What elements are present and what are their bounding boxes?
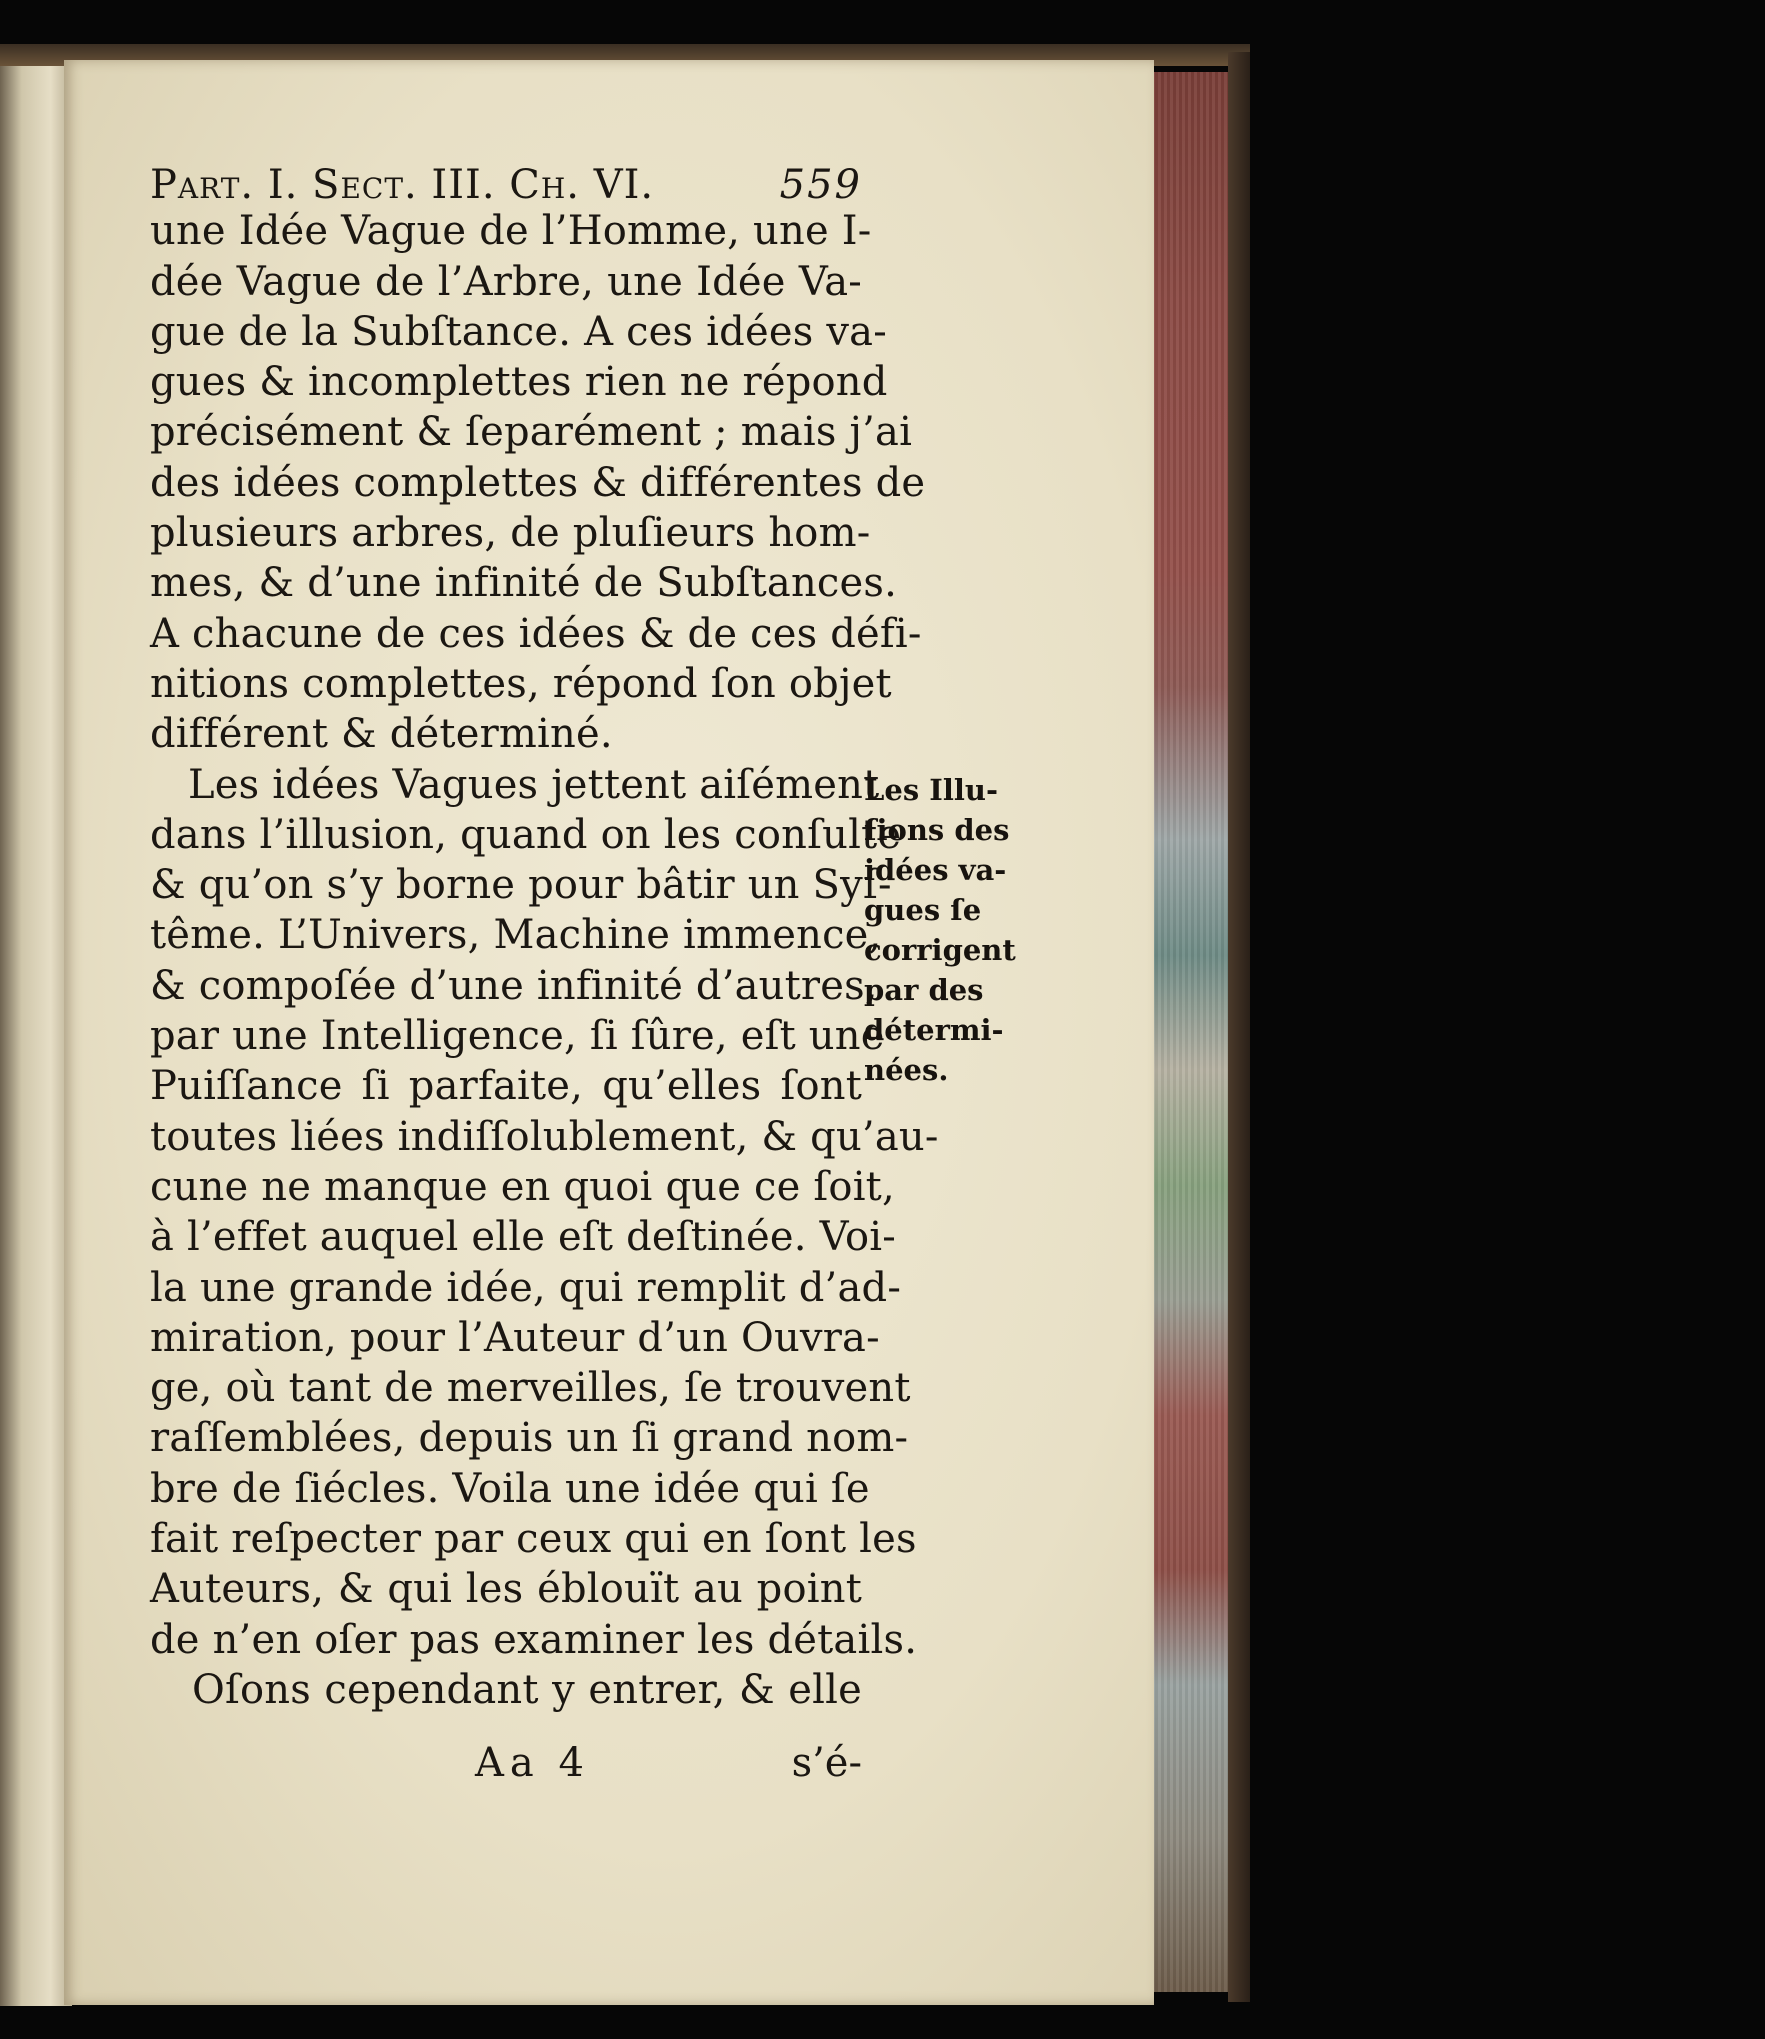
text-line: gues & incomplettes rien ne répond (150, 359, 888, 406)
facing-page-edge (0, 56, 72, 2006)
marginal-note-line: idées va- (864, 853, 1007, 887)
text-line: des idées complettes & différentes de (150, 459, 926, 506)
text-line: tême. L’Univers, Machine immence, (150, 912, 882, 959)
text-line: gue de la Subſtance. A ces idées va- (150, 308, 887, 355)
text-line: par une Intelligence, ſi ſûre, eſt une (150, 1013, 885, 1060)
text-line: ge, où tant de merveilles, ſe trouvent (150, 1365, 911, 1412)
text-line: cune ne manque en quoi que ce ſoit, (150, 1163, 895, 1210)
marginal-note-line: par des (864, 973, 984, 1007)
text-line: précisément & ſeparément ; mais j’ai (150, 409, 913, 456)
text-line: A chacune de ces idées & de ces défi- (150, 610, 922, 657)
binding-edge (1228, 52, 1250, 2002)
text-line: raſſemblées, depuis un ſi grand nom- (150, 1415, 909, 1462)
text-line: toutes liées indiſſolublement, & qu’au- (150, 1113, 939, 1160)
marginal-note-line: corrigent (864, 933, 1016, 967)
text-line: Les idées Vagues jettent aiſément (188, 761, 880, 808)
text-line: bre de ſiécles. Voila une idée qui ſe (150, 1465, 870, 1512)
text-line: dée Vague de l’Arbre, une Idée Va- (150, 258, 862, 305)
text-line: mes, & d’une infinité de Subſtances. (150, 560, 898, 607)
marginal-note-line: nées. (864, 1053, 949, 1087)
text-line: dans l’illusion, quand on les conſulte (150, 811, 902, 858)
text-line: & compoſée d’une infinité d’autres, (150, 962, 878, 1009)
marginal-note-line: ſions des (864, 813, 1010, 847)
running-header (150, 160, 862, 210)
text-line: nitions complettes, répond ſon objet (150, 660, 892, 707)
running-title: Part. I. Sect. III. Ch. VI. (150, 162, 655, 208)
text-line: Auteurs, & qui les éblouït au point (150, 1566, 862, 1613)
page-stack-texture (1140, 72, 1240, 1992)
marginal-note-line: gues ſe (864, 893, 982, 927)
text-line: la une grande idée, qui remplit d’ad- (150, 1264, 902, 1311)
text-line: Puiſſance ſi parfaite, qu’elles ſont (150, 1063, 862, 1110)
text-line: de n’en oſer pas examiner les détails. (150, 1616, 918, 1663)
marginal-note (864, 770, 1024, 1090)
marginal-note-line: Les Illu- (864, 773, 998, 807)
signature-mark: Aa 4 (475, 1740, 590, 1786)
text-line: à l’effet auquel elle eſt deſtinée. Voi- (150, 1214, 896, 1261)
page-footer (150, 1740, 862, 1790)
marginal-note-line: détermi- (864, 1013, 1004, 1047)
text-line: fait reſpecter par ceux qui en ſont les (150, 1516, 917, 1563)
text-line: & qu’on s’y borne pour bâtir un Syſ- (150, 862, 892, 909)
page-number: 559 (779, 162, 862, 208)
text-line: différent & déterminé. (150, 711, 613, 758)
text-line: Oſons cependant y entrer, & elle (192, 1666, 862, 1713)
text-line: une Idée Vague de l’Homme, une I- (150, 208, 872, 255)
text-line: miration, pour l’Auteur d’un Ouvra- (150, 1314, 880, 1361)
text-line: plusieurs arbres, de pluſieurs hom- (150, 510, 871, 557)
catchword: s’é- (791, 1740, 862, 1786)
